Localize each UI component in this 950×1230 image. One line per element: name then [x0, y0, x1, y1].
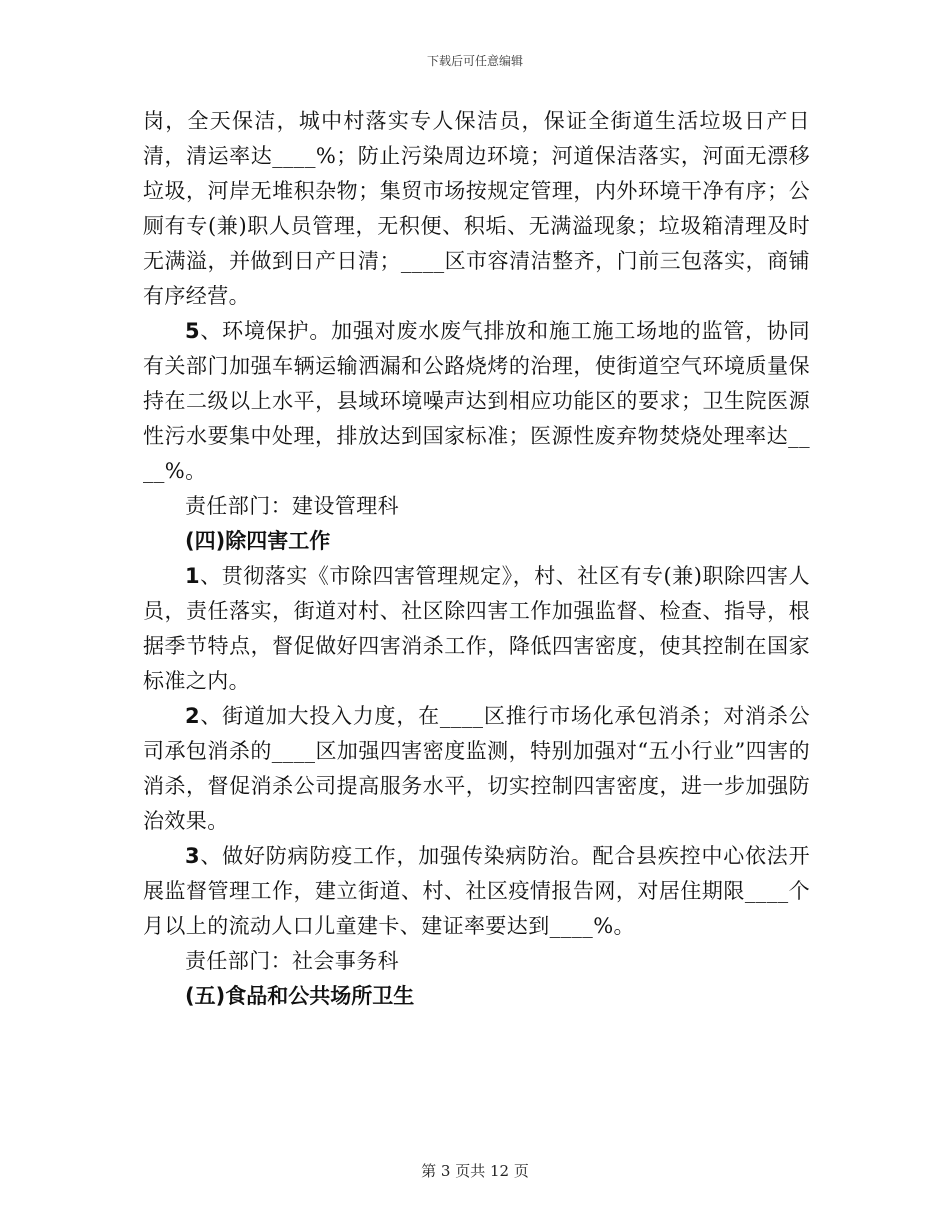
- paragraph-text: 责任部门：建设管理科: [185, 494, 399, 518]
- paragraph-text: 、街道加大投入力度，在____区推行市场化承包消杀；对消杀公司承包消杀的____区加强四害密度监测，特别加强对“五小行业”四害的消杀，督促消杀公司提高服务水平，切实控制四害密度，进一步加强防治效果。: [143, 704, 810, 833]
- paragraph-text: 、贯彻落实《市除四害管理规定》，村、社区有专(兼)职除四害人员，责任落实，街道对村、社区除四害工作加强监督、检查、指导，根据季节特点，督促做好四害消杀工作，降低四害密度，使其控制在国家标准之内。: [143, 564, 810, 693]
- paragraph-disease-prevention: [143, 839, 810, 944]
- paragraph-sanitation: [143, 104, 810, 314]
- paragraph-text: 岗，全天保洁，城中村落实专人保洁员，保证全街道生活垃圾日产日清，清运率达____%；防止污染周边环境；河道保洁落实，河面无漂移垃圾，河岸无堆积杂物；集贸市场按规定管理，内外环境干净有序；公厕有专(兼)职人员管理，无积便、积垢、无满溢现象；垃圾箱清理及时无满溢，并做到日产日清；____区市容清洁整齐，门前三包落实，商铺有序经营。: [143, 109, 810, 308]
- item-number: 5: [185, 319, 201, 343]
- paragraph-text: 责任部门：社会事务科: [185, 949, 399, 973]
- paragraph-text: 、环境保护。加强对废水废气排放和施工施工场地的监管，协同有关部门加强车辆运输洒漏和公路烧烤的治理，使街道空气环境质量保持在二级以上水平，县域环境噪声达到相应功能区的要求；卫生院医源性污水要集中处理，排放达到国家标准；医源性废弃物焚烧处理率达____%。: [143, 319, 810, 483]
- responsible-department: [143, 489, 810, 524]
- item-number: 1: [185, 564, 201, 588]
- item-number: 3: [185, 844, 201, 868]
- item-number: 2: [185, 704, 201, 728]
- page-header: 下载后可任意编辑: [426, 54, 523, 68]
- section-heading-food-hygiene: (五)食品和公共场所卫生: [185, 984, 415, 1008]
- page-footer: 第 3 页共 12 页: [421, 1162, 529, 1180]
- responsible-department: [143, 944, 810, 979]
- paragraph-environment-protection: [143, 314, 810, 489]
- paragraph-text: 、做好防病防疫工作，加强传染病防治。配合县疾控中心依法开展监督管理工作，建立街道、村、社区疫情报告网，对居住期限____个月以上的流动人口儿童建卡、建证率要达到____%。: [143, 844, 810, 938]
- paragraph-pest-regulation: [143, 559, 810, 699]
- document-body: [143, 104, 810, 1014]
- section-heading-pest-control: (四)除四害工作: [185, 529, 331, 553]
- paragraph-pest-investment: [143, 699, 810, 839]
